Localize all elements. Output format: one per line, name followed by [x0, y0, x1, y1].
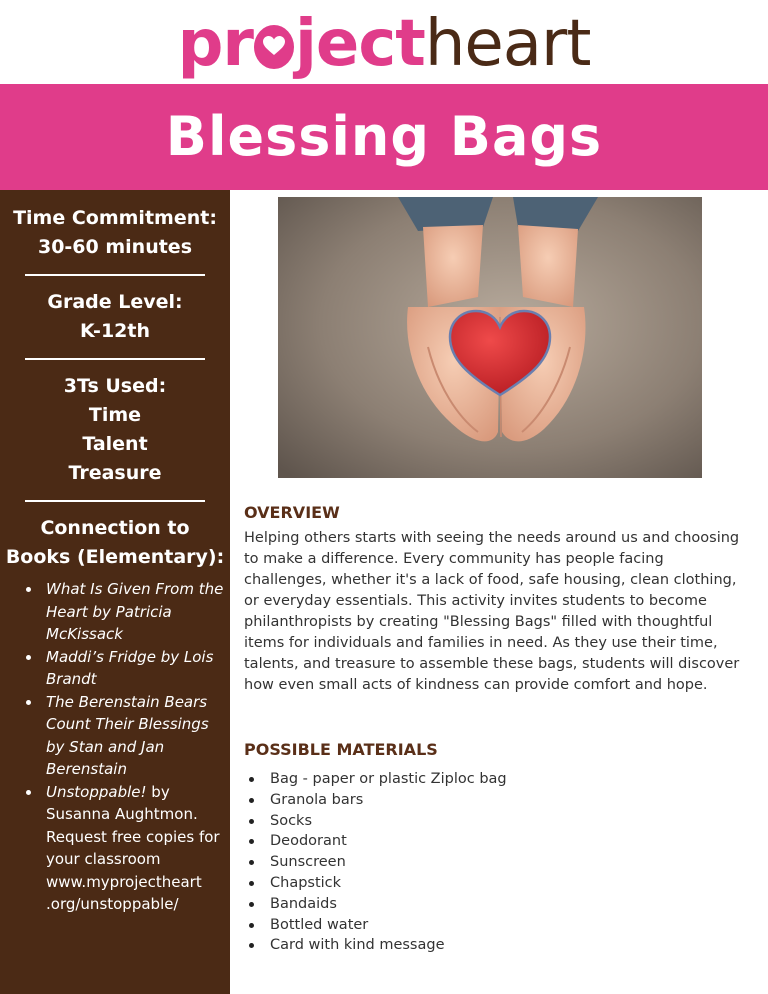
materials-section [244, 740, 749, 956]
three-ts-label: 3Ts Used: [63, 375, 167, 397]
book-item [46, 691, 230, 781]
page-title: Blessing Bags [165, 105, 603, 168]
info-sidebar [0, 190, 230, 994]
material-label: Socks [270, 812, 312, 829]
overview-heading: OVERVIEW [244, 503, 340, 522]
grade-level-label: Grade Level: [47, 291, 183, 313]
bullet-icon [249, 881, 254, 886]
three-ts-used [0, 372, 230, 488]
time-commitment [0, 204, 230, 262]
hands-holding-heart-photo [278, 197, 702, 478]
bullet-icon [249, 923, 254, 928]
grade-level-value: K-12th [79, 320, 150, 342]
logo-heart-icon [254, 25, 294, 69]
divider [25, 500, 205, 502]
book-list [0, 578, 230, 916]
book-details: by Susanna Aughtmon. Request free copies for your classroom www.myprojectheart .org/unstoppable/ [46, 782, 220, 913]
book-title: Unstoppable! [46, 782, 147, 801]
ts-item-time: Time [88, 404, 142, 426]
bullet-icon [26, 700, 31, 705]
book-item [46, 646, 230, 691]
bullet-icon [249, 943, 254, 948]
book-item [46, 578, 230, 646]
list-item [270, 935, 749, 956]
divider [25, 358, 205, 360]
material-label: Bottled water [270, 916, 369, 933]
bullet-icon [26, 790, 31, 795]
books-connection [0, 514, 230, 572]
books-label-line1: Connection to [40, 517, 190, 539]
list-item [270, 790, 749, 811]
list-item [270, 873, 749, 894]
bullet-icon [249, 839, 254, 844]
bullet-icon [249, 860, 254, 865]
overview-section [244, 503, 749, 696]
list-item [270, 915, 749, 936]
bullet-icon [26, 655, 31, 660]
time-commitment-value: 30-60 minutes [37, 236, 193, 258]
materials-list [244, 769, 749, 956]
list-item [270, 831, 749, 852]
logo-project-a: pr [177, 7, 253, 81]
overview-text: Helping others starts with seeing the needs around us and choosing to make a difference. Every community has people facing challenges, whether it's a lack of food, safe housing, clean clothing, or everyday essentials. This activity invites students to become philanthropists by creating "Blessing Bags" filled with thoughtful items for individuals and families in need. As they use their time, talents, and treasure to assemble these bags, students will discover how even small acts of kindness can provide comfort and hope. [244, 530, 740, 693]
list-item [270, 811, 749, 832]
material-label: Sunscreen [270, 854, 346, 871]
grade-level [0, 288, 230, 346]
logo-project-b: ject [294, 7, 425, 81]
project-heart-logo [0, 6, 768, 82]
book-title: The Berenstain Bears Count Their Blessings by Stan and Jan Berenstain [46, 692, 209, 778]
material-label: Card with kind message [270, 937, 445, 954]
ts-item-treasure: Treasure [68, 462, 162, 484]
material-label: Chapstick [270, 874, 342, 891]
title-banner [0, 84, 768, 190]
bullet-icon [249, 819, 254, 824]
material-label: Bag - paper or plastic Ziploc bag [270, 771, 507, 787]
bullet-icon [249, 902, 254, 907]
book-item [46, 781, 230, 916]
divider [25, 274, 205, 276]
material-label: Deodorant [270, 833, 347, 850]
bullet-icon [249, 798, 254, 803]
list-item [270, 852, 749, 873]
books-label-line2: Books (Elementary): [5, 546, 225, 568]
logo-heart-word: heart [424, 7, 591, 81]
book-title: What Is Given From the Heart by Patricia McKissack [46, 580, 224, 643]
list-item [270, 769, 749, 790]
materials-heading: POSSIBLE MATERIALS [244, 740, 438, 759]
list-item [270, 894, 749, 915]
book-title: Maddi’s Fridge by Lois Brandt [46, 647, 214, 688]
ts-item-talent: Talent [82, 433, 148, 455]
bullet-icon [249, 777, 254, 782]
time-commitment-label: Time Commitment: [13, 207, 217, 229]
material-label: Bandaids [270, 895, 337, 912]
bullet-icon [26, 587, 31, 592]
material-label: Granola bars [270, 791, 364, 808]
